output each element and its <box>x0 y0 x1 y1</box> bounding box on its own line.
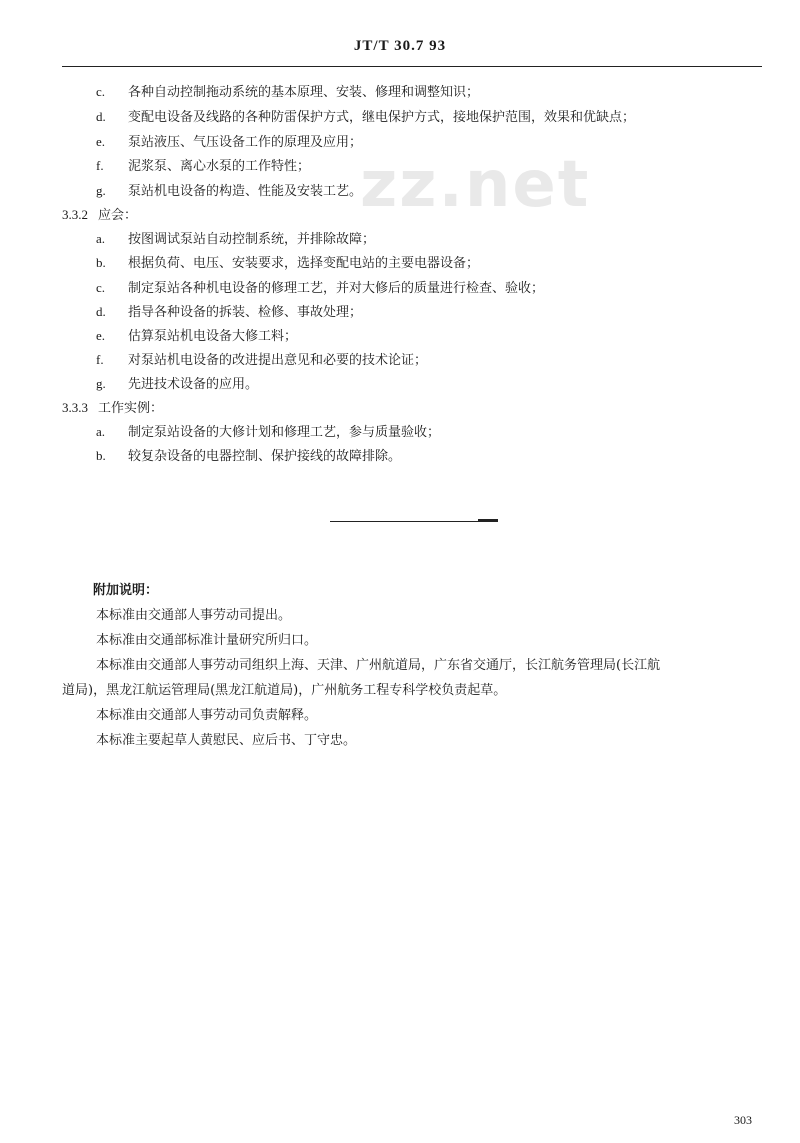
watermark: zz.net <box>360 148 591 222</box>
list-item: d. 指导各种设备的拆装、检修、事故处理； <box>96 304 363 320</box>
list-item: c. 制定泵站各种机电设备的修理工艺，并对大修后的质量进行检查、验收； <box>96 280 545 296</box>
page-number: 303 <box>734 1113 752 1127</box>
list-item: e. 泵站液压、气压设备工作的原理及应用； <box>96 134 363 150</box>
note-line: 道局)，黑龙江航运管理局(黑龙江航道局)，广州航务工程专科学校负责起草。 <box>62 683 507 698</box>
note-line: 本标准由交通部人事劳动司负责解释。 <box>96 708 318 723</box>
list-item: b. 根据负荷、电压、安装要求，选择变配电站的主要电器设备； <box>96 255 480 271</box>
header-rule <box>62 66 762 67</box>
list-item: a. 制定泵站设备的大修计划和修理工艺，参与质量验收； <box>96 424 441 440</box>
list-item: f. 对泵站机电设备的改进提出意见和必要的技术论证； <box>96 352 428 368</box>
section-heading-3-3-3: 3.3.3 工作实例： <box>62 400 164 416</box>
list-item: c. 各种自动控制拖动系统的基本原理、安装、修理和调整知识； <box>96 84 480 100</box>
section-heading-3-3-2: 3.3.2 应会： <box>62 207 138 223</box>
note-line: 本标准主要起草人黄慰民、应后书、丁守忠。 <box>96 733 357 748</box>
list-item: g. 泵站机电设备的构造、性能及安装工艺。 <box>96 183 363 199</box>
list-item: a. 按图调试泵站自动控制系统，并排除故障； <box>96 231 376 247</box>
end-divider-tick <box>478 519 498 522</box>
standard-code-header: JT/T 30.7 93 <box>353 38 447 54</box>
list-item: b. 较复杂设备的电器控制、保护接线的故障排除。 <box>96 448 402 464</box>
note-line: 本标准由交通部人事劳动司组织上海、天津、广州航道局，广东省交通厅，长江航务管理局(长江航 <box>96 658 661 673</box>
list-item: d. 变配电设备及线路的各种防雷保护方式，继电保护方式，接地保护范围，效果和优缺点； <box>96 109 636 125</box>
note-line: 本标准由交通部人事劳动司提出。 <box>96 608 292 623</box>
list-item: f. 泥浆泵、离心水泵的工作特性； <box>96 158 311 174</box>
notes-title: 附加说明： <box>93 583 159 598</box>
list-item: g. 先进技术设备的应用。 <box>96 376 259 392</box>
end-divider <box>330 521 498 522</box>
list-item: e. 估算泵站机电设备大修工料； <box>96 328 298 344</box>
note-line: 本标准由交通部标准计量研究所归口。 <box>96 633 318 648</box>
